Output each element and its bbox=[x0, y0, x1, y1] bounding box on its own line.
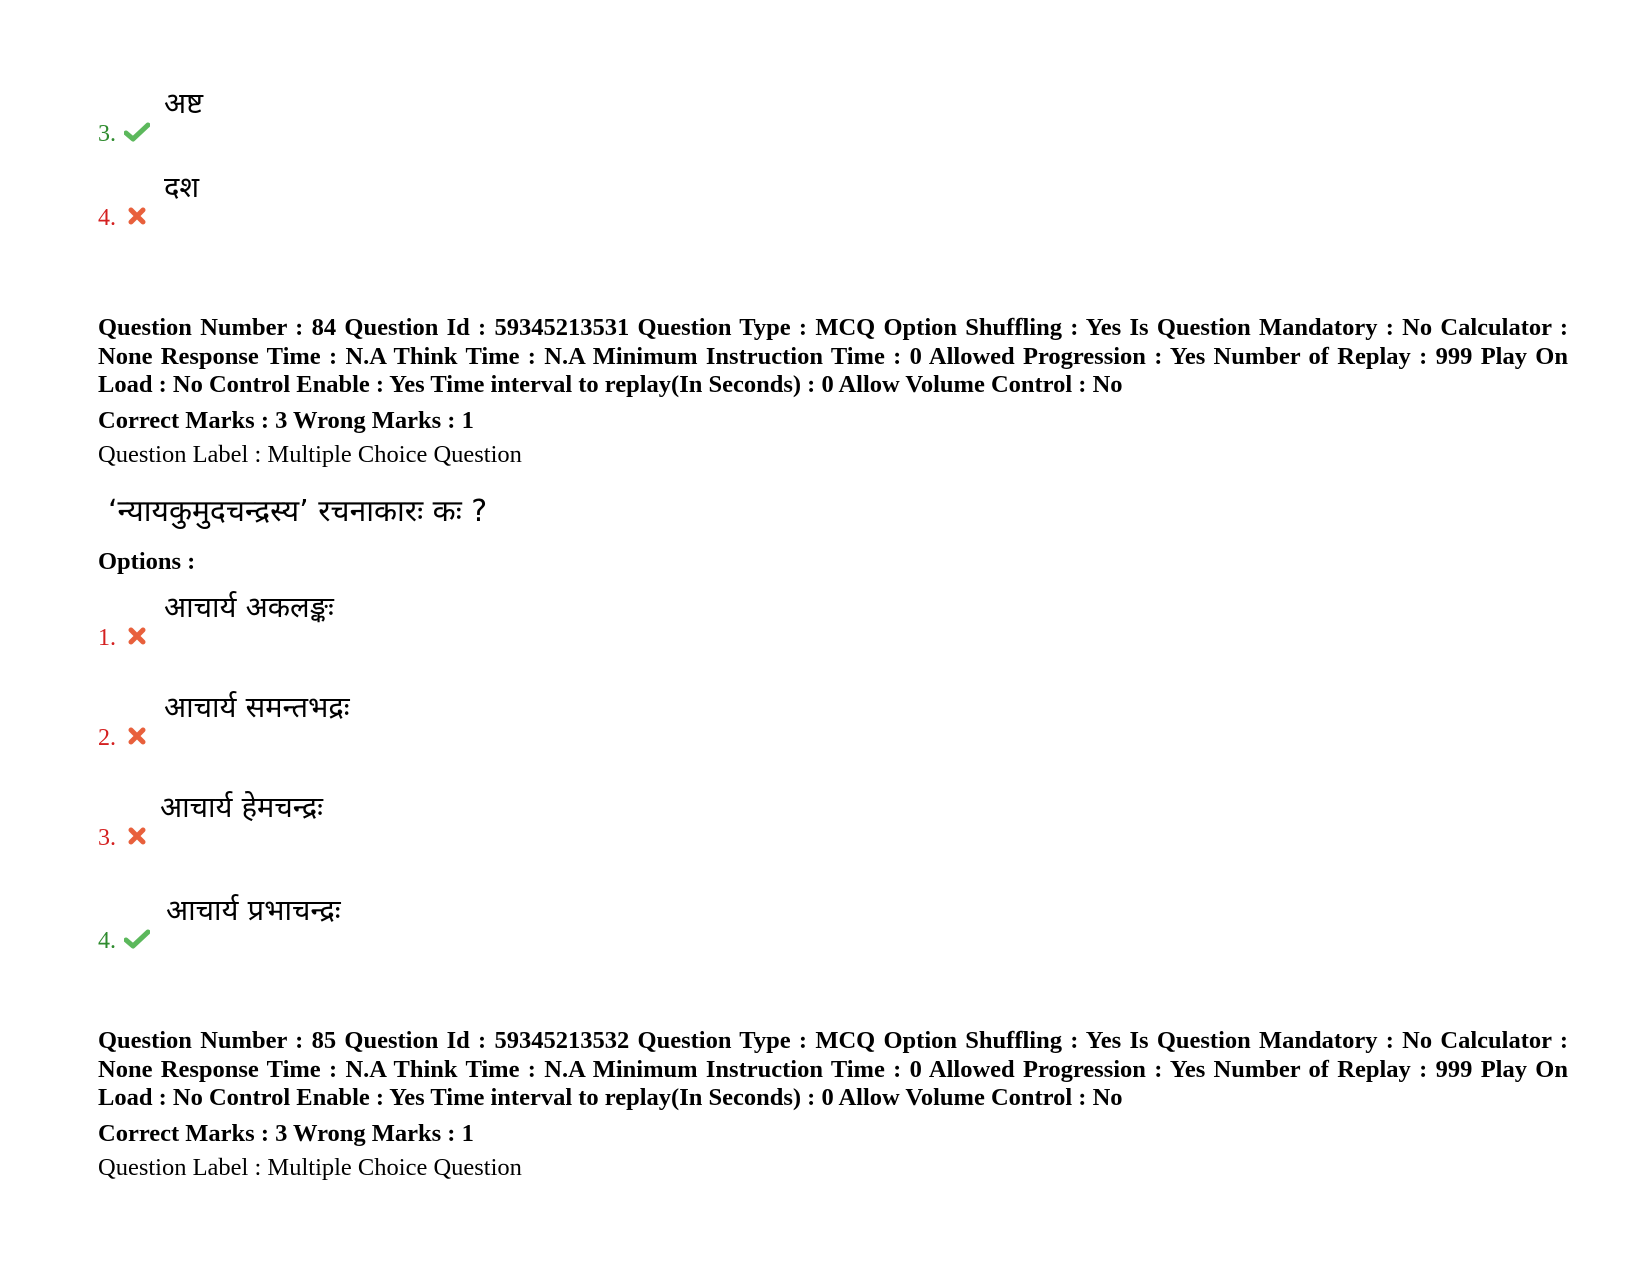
cross-icon bbox=[124, 726, 150, 746]
prev-option-3 bbox=[98, 86, 798, 146]
question-85-meta: Question Number : 85 Question Id : 59345213532 Question Type : MCQ Option Shuffling : Yes Is Question Mandatory : No Calculator : None Response Time : N.A Think Time : N.A Minimum Instruction Time : 0 Allowed Progression : Yes Number of Replay : 999 Play On Load : No Control Enable : Yes Time interval to replay(In Seconds) : 0 Allow Volume Control : No bbox=[98, 1027, 1568, 1111]
option-number: 4. bbox=[98, 928, 116, 954]
question-85-marks: Correct Marks : 3 Wrong Marks : 1 bbox=[98, 1120, 474, 1147]
cross-icon bbox=[124, 206, 150, 226]
option-number: 1. bbox=[98, 625, 116, 651]
prev-option-4 bbox=[98, 170, 798, 230]
option-number: 4. bbox=[98, 205, 116, 231]
option-number: 3. bbox=[98, 121, 116, 147]
option-number: 2. bbox=[98, 725, 116, 751]
option-text: अष्ट bbox=[164, 86, 204, 120]
cross-icon bbox=[124, 626, 150, 646]
option-text: आचार्य समन्तभद्रः bbox=[164, 690, 350, 724]
option-number: 3. bbox=[98, 825, 116, 851]
question-84-meta: Question Number : 84 Question Id : 59345213531 Question Type : MCQ Option Shuffling : Yes Is Question Mandatory : No Calculator : None Response Time : N.A Think Time : N.A Minimum Instruction Time : 0 Allowed Progression : Yes Number of Replay : 999 Play On Load : No Control Enable : Yes Time interval to replay(In Seconds) : 0 Allow Volume Control : No bbox=[98, 314, 1568, 398]
option-text: आचार्य हेमचन्द्रः bbox=[160, 790, 323, 824]
option-text: दश bbox=[164, 170, 200, 204]
cross-icon bbox=[124, 826, 150, 846]
q84-option-4 bbox=[98, 893, 798, 953]
question-84-text: ‘न्यायकुमुदचन्द्रस्य’ रचनाकारः कः ? bbox=[108, 494, 488, 529]
option-text: आचार्य प्रभाचन्द्रः bbox=[166, 893, 341, 927]
checkmark-icon bbox=[124, 122, 150, 142]
checkmark-icon bbox=[124, 929, 150, 949]
option-text: आचार्य अकलङ्कः bbox=[164, 590, 334, 624]
q84-option-1 bbox=[98, 590, 798, 650]
q84-option-2 bbox=[98, 690, 798, 750]
question-85-label: Question Label : Multiple Choice Question bbox=[98, 1154, 522, 1181]
question-84-marks: Correct Marks : 3 Wrong Marks : 1 bbox=[98, 407, 474, 434]
q84-option-3 bbox=[98, 790, 798, 850]
question-84-label: Question Label : Multiple Choice Question bbox=[98, 441, 522, 468]
options-heading: Options : bbox=[98, 548, 196, 575]
